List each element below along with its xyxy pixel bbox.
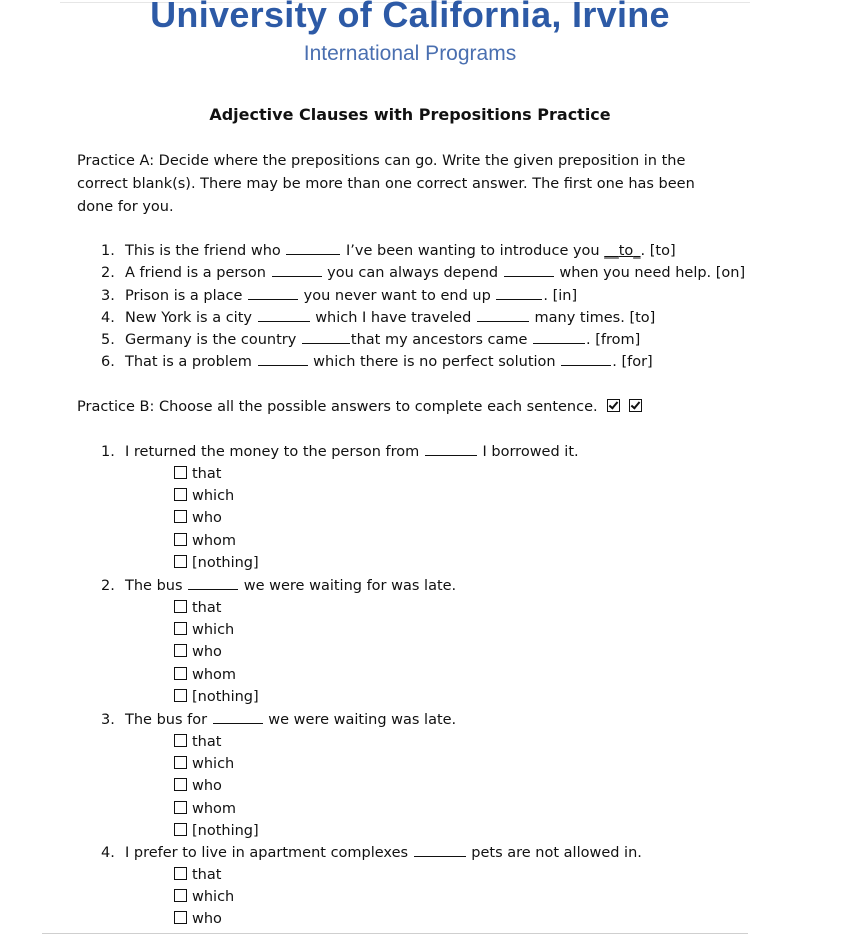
practice-a-item [101,351,653,374]
question-text: The bus [125,578,183,594]
practice-a-item [101,307,655,330]
checkbox-icon[interactable] [174,823,187,836]
checkbox-icon[interactable] [174,622,187,635]
question-text: I returned the money to the person from [125,444,420,460]
answer-blank[interactable] [213,709,263,724]
practice-a-item [101,240,676,263]
item-text: This is the friend who [125,243,281,259]
checkbox-icon[interactable] [174,778,187,791]
item-text: Prison is a place [125,288,243,304]
practice-b-question [101,575,456,598]
question-text: we were waiting was late. [268,712,457,728]
answer-blank[interactable] [188,575,238,590]
question-number: 1. [101,444,115,460]
option-that[interactable]: that [174,731,221,754]
university-name: University of California, Irvine [150,0,670,35]
item-text: . [for] [612,354,653,370]
checkbox-icon[interactable] [174,911,187,924]
checkbox-icon[interactable] [174,644,187,657]
item-number: 5. [101,332,115,348]
item-text: you never want to end up [303,288,491,304]
filled-answer: __to_ [604,243,641,259]
option-whom[interactable]: whom [174,530,236,553]
checkbox-icon[interactable] [174,488,187,501]
checkbox-icon[interactable] [174,533,187,546]
answer-blank[interactable] [425,441,477,456]
checkbox-icon[interactable] [174,667,187,680]
page-title: Adjective Clauses with Prepositions Practice [209,105,611,124]
option-nothing[interactable]: [nothing] [174,820,259,843]
checked-checkbox-icon [607,399,620,412]
option-whom[interactable]: whom [174,664,236,687]
question-text: we were waiting for was late. [243,578,457,594]
item-text: when you need help. [on] [559,265,746,281]
practice-b-question [101,441,579,464]
answer-blank[interactable] [504,262,554,277]
checkbox-icon[interactable] [174,466,187,479]
practice-a-intro-line1: Practice A: Decide where the prepositions can go. Write the given preposition in the [77,153,686,169]
answer-blank[interactable] [302,329,350,344]
checkbox-icon[interactable] [174,889,187,902]
checkbox-icon[interactable] [174,510,187,523]
option-nothing[interactable]: [nothing] [174,552,259,575]
answer-blank[interactable] [414,842,466,857]
option-that[interactable]: that [174,463,221,486]
option-which[interactable]: which [174,886,234,909]
item-text: which I have traveled [315,310,472,326]
question-number: 4. [101,845,115,861]
item-number: 1. [101,243,115,259]
practice-b-intro [77,396,642,419]
item-text: you can always depend [327,265,499,281]
item-text: . [from] [586,332,641,348]
question-text: I prefer to live in apartment complexes [125,845,409,861]
practice-a-item [101,329,640,352]
option-who[interactable]: who [174,507,222,530]
option-whom[interactable]: whom [174,798,236,821]
item-text: . [in] [543,288,578,304]
answer-blank[interactable] [561,351,611,366]
option-who[interactable]: who [174,775,222,798]
item-number: 6. [101,354,115,370]
answer-blank[interactable] [286,240,340,255]
answer-blank[interactable] [496,285,542,300]
bottom-rule [42,933,748,934]
program-name: International Programs [303,42,517,65]
practice-b-question [101,842,642,865]
practice-a-item [101,262,745,285]
answer-blank[interactable] [258,307,310,322]
answer-blank[interactable] [477,307,529,322]
item-text: New York is a city [125,310,252,326]
practice-a-item [101,285,577,308]
practice-b-intro-text: Practice B: Choose all the possible answers to complete each sentence. [77,399,598,415]
checkbox-icon[interactable] [174,801,187,814]
item-text: Germany is the country [125,332,297,348]
checkbox-icon[interactable] [174,555,187,568]
answer-blank[interactable] [533,329,585,344]
option-which[interactable]: which [174,485,234,508]
item-text: that my ancestors came [350,332,528,348]
question-text: I borrowed it. [482,444,579,460]
item-number: 2. [101,265,115,281]
option-who[interactable]: who [174,641,222,664]
option-which[interactable]: which [174,753,234,776]
option-that[interactable]: that [174,597,221,620]
option-nothing[interactable]: [nothing] [174,686,259,709]
item-text: many times. [to] [534,310,656,326]
option-which[interactable]: which [174,619,234,642]
checkbox-icon[interactable] [174,867,187,880]
empty-checkbox-icon [629,399,642,412]
item-text: A friend is a person [125,265,266,281]
checkbox-icon[interactable] [174,600,187,613]
practice-a-intro-line3: done for you. [77,199,174,215]
practice-a-intro-line2: correct blank(s). There may be more than one correct answer. The first one has been [77,176,695,192]
question-text: pets are not allowed in. [471,845,642,861]
item-text: I’ve been wanting to introduce you [346,243,600,259]
checkbox-icon[interactable] [174,756,187,769]
question-number: 2. [101,578,115,594]
answer-blank[interactable] [248,285,298,300]
checkbox-icon[interactable] [174,689,187,702]
item-text: . [to] [640,243,676,259]
practice-b-question [101,709,456,732]
option-who[interactable]: who [174,908,222,931]
checkbox-icon[interactable] [174,734,187,747]
option-that[interactable]: that [174,864,221,887]
question-number: 3. [101,712,115,728]
item-number: 4. [101,310,115,326]
answer-blank[interactable] [258,351,308,366]
item-text: which there is no perfect solution [313,354,556,370]
answer-blank[interactable] [272,262,322,277]
question-text: The bus for [125,712,208,728]
item-text: That is a problem [125,354,252,370]
item-number: 3. [101,288,115,304]
